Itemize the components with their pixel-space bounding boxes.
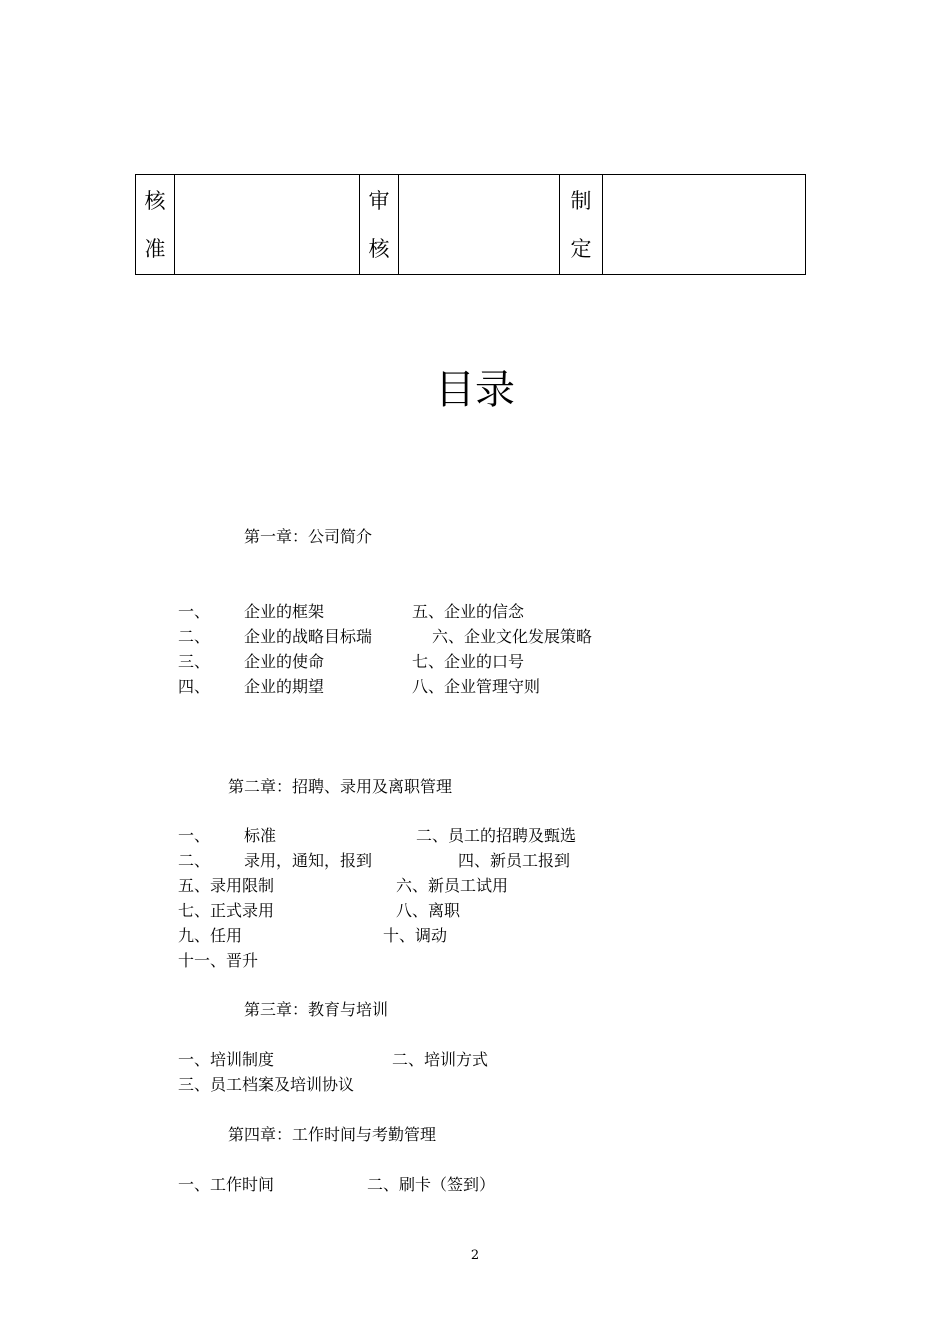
prepare-label: 制 定 bbox=[560, 175, 603, 275]
toc-entry: 五、录用限制 bbox=[178, 876, 275, 895]
toc-entry: 一、工作时间 bbox=[178, 1175, 275, 1194]
toc-num: 二、 bbox=[178, 627, 211, 646]
toc-num: 四、 bbox=[178, 677, 211, 696]
toc-entry: 八、企业管理守则 bbox=[412, 677, 541, 696]
toc-entry: 八、离职 bbox=[396, 901, 461, 920]
toc-entry: 企业的框架 bbox=[244, 602, 325, 621]
page-title: 目录 bbox=[435, 367, 515, 413]
chapter1-heading: 第一章：公司简介 bbox=[244, 527, 373, 546]
toc-entry: 二、刷卡（签到） bbox=[367, 1175, 496, 1194]
toc-num: 二、 bbox=[178, 851, 211, 870]
review-label: 审 核 bbox=[360, 175, 399, 275]
chapter4-heading: 第四章：工作时间与考勤管理 bbox=[228, 1125, 437, 1144]
toc-entry: 标准 bbox=[244, 826, 277, 845]
toc-entry: 九、任用 bbox=[178, 926, 243, 945]
toc-entry: 录用，通知，报到 bbox=[244, 851, 373, 870]
chapter2-heading: 第二章：招聘、录用及离职管理 bbox=[228, 777, 453, 796]
toc-entry: 五、企业的信念 bbox=[412, 602, 525, 621]
toc-entry: 四、新员工报到 bbox=[458, 851, 571, 870]
toc-entry: 六、新员工试用 bbox=[396, 876, 509, 895]
review-field bbox=[399, 175, 560, 275]
toc-entry: 十、调动 bbox=[383, 926, 448, 945]
chapter3-heading: 第三章：教育与培训 bbox=[244, 1000, 389, 1019]
approve-label: 核 准 bbox=[136, 175, 175, 275]
toc-entry: 企业的战略目标瑞 bbox=[244, 627, 373, 646]
toc-entry: 一、培训制度 bbox=[178, 1050, 275, 1069]
toc-entry: 七、企业的口号 bbox=[412, 652, 525, 671]
toc-entry: 六、企业文化发展策略 bbox=[432, 627, 593, 646]
approve-field bbox=[175, 175, 360, 275]
toc-entry: 企业的使命 bbox=[244, 652, 325, 671]
toc-entry: 二、员工的招聘及甄选 bbox=[416, 826, 577, 845]
toc-entry: 十一、晋升 bbox=[178, 951, 259, 970]
prepare-field bbox=[603, 175, 806, 275]
toc-num: 一、 bbox=[178, 602, 211, 621]
toc-num: 三、 bbox=[178, 652, 211, 671]
toc-num: 一、 bbox=[178, 826, 211, 845]
toc-entry: 七、正式录用 bbox=[178, 901, 275, 920]
page-number: 2 bbox=[470, 1248, 480, 1263]
toc-entry: 二、培训方式 bbox=[392, 1050, 489, 1069]
toc-entry: 企业的期望 bbox=[244, 677, 325, 696]
toc-entry: 三、员工档案及培训协议 bbox=[178, 1075, 355, 1094]
approval-table bbox=[135, 174, 806, 275]
